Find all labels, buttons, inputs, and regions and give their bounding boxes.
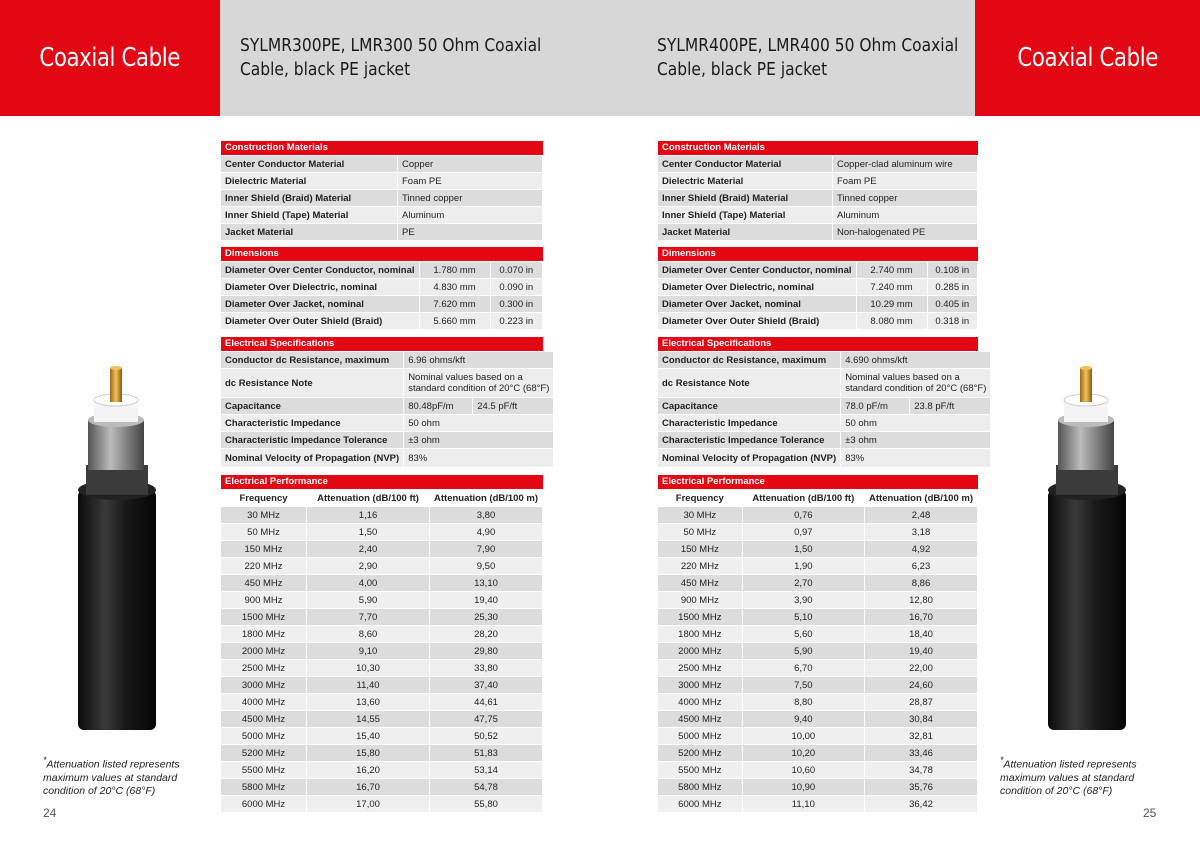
left-performance-title: Electrical Performance xyxy=(221,475,543,489)
cell-att-ft: 5,90 xyxy=(742,643,864,660)
cell-att-m: 13,10 xyxy=(430,575,543,592)
cell-att-m: 8,86 xyxy=(865,575,978,592)
table-row xyxy=(221,262,543,279)
cell-att-m: 32,81 xyxy=(865,728,978,745)
cell-value: ±3 ohm xyxy=(404,432,554,449)
cell-label: Center Conductor Material xyxy=(221,156,398,173)
cell-frequency: 5200 MHz xyxy=(658,745,742,762)
table-row xyxy=(658,626,978,643)
cell-frequency: 30 MHz xyxy=(221,507,307,524)
cell-value: 4.690 ohms/kft xyxy=(841,352,991,369)
cell-att-ft: 6,70 xyxy=(742,660,864,677)
cell-att-ft: 0,76 xyxy=(742,507,864,524)
cell-label: Characteristic Impedance xyxy=(658,415,841,432)
cell-frequency: 220 MHz xyxy=(221,558,307,575)
table-row xyxy=(658,541,978,558)
cell-value: ±3 ohm xyxy=(841,432,991,449)
note-line2: standard condition of 20°C (68°F) xyxy=(408,383,550,394)
table-row xyxy=(221,626,543,643)
cell-label: Diameter Over Jacket, nominal xyxy=(221,296,419,313)
cell-att-ft: 7,70 xyxy=(307,609,430,626)
cell-frequency: 30 MHz xyxy=(658,507,742,524)
cell-frequency: 2000 MHz xyxy=(658,643,742,660)
cell-frequency: 6000 MHz xyxy=(658,796,742,813)
right-dimensions-table xyxy=(658,262,978,330)
cell-att-m: 36,42 xyxy=(865,796,978,813)
cell-att-ft: 10,30 xyxy=(307,660,430,677)
cell-att-ft: 10,00 xyxy=(742,728,864,745)
cell-label: Dielectric Material xyxy=(221,173,398,190)
cell-label: Dielectric Material xyxy=(658,173,833,190)
left-cable-image xyxy=(60,360,170,740)
cell-frequency: 2500 MHz xyxy=(658,660,742,677)
cell-att-ft: 7,50 xyxy=(742,677,864,694)
cell-att-m: 54,78 xyxy=(430,779,543,796)
cell-att-m: 29,80 xyxy=(430,643,543,660)
cell-att-ft: 2,40 xyxy=(307,541,430,558)
cell-att-ft: 5,90 xyxy=(307,592,430,609)
cell-frequency: 1500 MHz xyxy=(221,609,307,626)
table-row xyxy=(221,796,543,813)
right-page-number: 25 xyxy=(1143,806,1157,820)
table-row xyxy=(658,779,978,796)
cell-label: dc Resistance Note xyxy=(221,369,404,398)
footnote-line3: condition of 20°C (68°F) xyxy=(43,784,156,797)
left-performance-table xyxy=(221,490,543,813)
cell-label: Characteristic Impedance Tolerance xyxy=(658,432,841,449)
cell-in: 0.070 in xyxy=(490,262,542,279)
cell-label: Conductor dc Resistance, maximum xyxy=(658,352,841,369)
left-construction-title: Construction Materials xyxy=(221,141,543,155)
left-title-line1: SYLMR300PE, LMR300 50 Ohm Coaxial xyxy=(240,35,542,56)
cell-label: Nominal Velocity of Propagation (NVP) xyxy=(658,449,841,468)
cell-att-ft: 14,55 xyxy=(307,711,430,728)
table-row xyxy=(658,643,978,660)
cell-att-ft: 16,20 xyxy=(307,762,430,779)
note-line1: Nominal values based on a xyxy=(845,372,960,383)
note-line2: standard condition of 20°C (68°F) xyxy=(845,383,987,394)
cell-att-ft: 5,10 xyxy=(742,609,864,626)
cell-frequency: 450 MHz xyxy=(221,575,307,592)
cell-att-ft: 3,90 xyxy=(742,592,864,609)
left-category-title: Coaxial Cable xyxy=(39,43,181,73)
table-row xyxy=(658,224,978,241)
table-row xyxy=(658,694,978,711)
left-dimensions-table xyxy=(221,262,543,330)
cell-value: Non-halogenated PE xyxy=(833,224,978,241)
right-electrical-table xyxy=(658,352,991,468)
table-row xyxy=(221,558,543,575)
cell-att-m: 30,84 xyxy=(865,711,978,728)
cell-att-ft: 11,40 xyxy=(307,677,430,694)
cell-att-ft: 9,40 xyxy=(742,711,864,728)
cell-mm: 7.240 mm xyxy=(856,279,927,296)
cell-value: 80.48pF/m xyxy=(404,398,473,415)
cell-in: 0.300 in xyxy=(490,296,542,313)
cell-in: 0.223 in xyxy=(490,313,542,330)
left-footnote xyxy=(43,754,180,798)
table-row xyxy=(221,711,543,728)
cell-mm: 1.780 mm xyxy=(419,262,490,279)
cell-label: Capacitance xyxy=(221,398,404,415)
table-row xyxy=(658,796,978,813)
table-row xyxy=(658,507,978,524)
cell-value: 50 ohm xyxy=(841,415,991,432)
cell-frequency: 5000 MHz xyxy=(221,728,307,745)
table-row xyxy=(658,190,978,207)
cell-value: Tinned copper xyxy=(398,190,543,207)
cell-att-m: 22,00 xyxy=(865,660,978,677)
cell-in: 0.285 in xyxy=(927,279,977,296)
right-cable-image xyxy=(1030,360,1140,740)
table-row xyxy=(221,609,543,626)
note-line1: Nominal values based on a xyxy=(408,372,523,383)
cell-att-m: 25,30 xyxy=(430,609,543,626)
cell-att-ft: 2,90 xyxy=(307,558,430,575)
table-row xyxy=(221,432,554,449)
cell-frequency: 4000 MHz xyxy=(221,694,307,711)
cell-att-m: 16,70 xyxy=(865,609,978,626)
cell-att-m: 55,80 xyxy=(430,796,543,813)
table-row xyxy=(221,224,543,241)
table-row xyxy=(658,677,978,694)
table-row xyxy=(658,728,978,745)
left-product-title xyxy=(240,34,541,82)
table-row xyxy=(221,190,543,207)
right-category-banner xyxy=(975,0,1200,116)
cell-value: Aluminum xyxy=(398,207,543,224)
table-row xyxy=(221,279,543,296)
table-row xyxy=(658,207,978,224)
table-row xyxy=(221,762,543,779)
header-frequency: Frequency xyxy=(658,490,742,507)
right-electrical-title: Electrical Specifications xyxy=(658,337,978,351)
cell-label: Diameter Over Dielectric, nominal xyxy=(221,279,419,296)
cell-att-ft: 1,50 xyxy=(307,524,430,541)
cell-mm: 8.080 mm xyxy=(856,313,927,330)
cell-att-m: 37,40 xyxy=(430,677,543,694)
cell-mm: 4.830 mm xyxy=(419,279,490,296)
cell-value: Foam PE xyxy=(833,173,978,190)
cell-frequency: 3000 MHz xyxy=(658,677,742,694)
right-title-line1: SYLMR400PE, LMR400 50 Ohm Coaxial xyxy=(657,35,959,56)
cell-att-m: 3,18 xyxy=(865,524,978,541)
cell-label: Inner Shield (Tape) Material xyxy=(221,207,398,224)
cell-att-m: 44,61 xyxy=(430,694,543,711)
cell-label: Characteristic Impedance xyxy=(221,415,404,432)
cell-att-m: 3,80 xyxy=(430,507,543,524)
table-row xyxy=(221,677,543,694)
cell-value: Tinned copper xyxy=(833,190,978,207)
cell-att-m: 51,83 xyxy=(430,745,543,762)
table-row xyxy=(658,156,978,173)
cell-att-m: 34,78 xyxy=(865,762,978,779)
cell-label: Diameter Over Center Conductor, nominal xyxy=(658,262,856,279)
table-row xyxy=(221,313,543,330)
cell-att-m: 50,52 xyxy=(430,728,543,745)
cell-att-ft: 10,90 xyxy=(742,779,864,796)
table-row xyxy=(658,369,991,398)
cell-frequency: 4500 MHz xyxy=(221,711,307,728)
cell-label: Diameter Over Outer Shield (Braid) xyxy=(658,313,856,330)
cell-frequency: 5200 MHz xyxy=(221,745,307,762)
right-performance-table xyxy=(658,490,978,813)
table-row xyxy=(221,173,543,190)
table-row xyxy=(658,575,978,592)
cell-frequency: 900 MHz xyxy=(658,592,742,609)
cell-value: Copper-clad aluminum wire xyxy=(833,156,978,173)
cell-value: 50 ohm xyxy=(404,415,554,432)
table-row xyxy=(221,694,543,711)
cell-att-ft: 4,00 xyxy=(307,575,430,592)
right-product-title xyxy=(657,34,958,82)
footnote-line3: condition of 20°C (68°F) xyxy=(1000,784,1113,797)
right-dimensions-title: Dimensions xyxy=(658,247,978,261)
cell-att-ft: 0,97 xyxy=(742,524,864,541)
header-att-m: Attenuation (dB/100 m) xyxy=(865,490,978,507)
table-row xyxy=(658,745,978,762)
footnote-line2: maximum values at standard xyxy=(43,771,178,784)
table-row xyxy=(221,728,543,745)
table-header-row xyxy=(221,490,543,507)
header-frequency: Frequency xyxy=(221,490,307,507)
cell-att-ft: 13,60 xyxy=(307,694,430,711)
cell-att-m: 28,20 xyxy=(430,626,543,643)
right-footnote xyxy=(1000,754,1137,798)
cell-att-m: 6,23 xyxy=(865,558,978,575)
cell-att-ft: 9,10 xyxy=(307,643,430,660)
header-att-ft: Attenuation (dB/100 ft) xyxy=(742,490,864,507)
cell-in: 0.090 in xyxy=(490,279,542,296)
cell-value: Aluminum xyxy=(833,207,978,224)
table-row xyxy=(221,660,543,677)
cell-att-ft: 17,00 xyxy=(307,796,430,813)
right-category-title: Coaxial Cable xyxy=(1017,43,1158,73)
cell-att-m: 35,76 xyxy=(865,779,978,796)
header-att-m: Attenuation (dB/100 m) xyxy=(430,490,543,507)
table-row xyxy=(658,609,978,626)
right-construction-table xyxy=(658,156,978,241)
left-electrical-title: Electrical Specifications xyxy=(221,337,543,351)
header-att-ft: Attenuation (dB/100 ft) xyxy=(307,490,430,507)
cell-att-m: 12,80 xyxy=(865,592,978,609)
left-construction-table xyxy=(221,156,543,241)
table-row xyxy=(221,398,554,415)
cell-frequency: 5500 MHz xyxy=(221,762,307,779)
table-row xyxy=(658,279,978,296)
cell-att-m: 28,87 xyxy=(865,694,978,711)
cell-value: PE xyxy=(398,224,543,241)
cell-att-ft: 2,70 xyxy=(742,575,864,592)
cell-frequency: 6000 MHz xyxy=(221,796,307,813)
cell-frequency: 2000 MHz xyxy=(221,643,307,660)
cell-frequency: 220 MHz xyxy=(658,558,742,575)
cell-mm: 10.29 mm xyxy=(856,296,927,313)
cell-att-m: 24,60 xyxy=(865,677,978,694)
table-row xyxy=(221,779,543,796)
cell-frequency: 5500 MHz xyxy=(658,762,742,779)
cell-value: 78.0 pF/m xyxy=(841,398,910,415)
cell-frequency: 4000 MHz xyxy=(658,694,742,711)
footnote-mark: * xyxy=(43,755,47,765)
cell-mm: 7.620 mm xyxy=(419,296,490,313)
cell-frequency: 4500 MHz xyxy=(658,711,742,728)
cell-label: Capacitance xyxy=(658,398,841,415)
cell-value xyxy=(404,369,554,398)
table-row xyxy=(658,711,978,728)
left-title-line2: Cable, black PE jacket xyxy=(240,59,411,80)
left-dimensions-title: Dimensions xyxy=(221,247,543,261)
cell-value xyxy=(841,369,991,398)
cell-frequency: 900 MHz xyxy=(221,592,307,609)
cell-att-m: 7,90 xyxy=(430,541,543,558)
cell-in: 0.318 in xyxy=(927,313,977,330)
table-row xyxy=(658,296,978,313)
cell-frequency: 2500 MHz xyxy=(221,660,307,677)
cell-frequency: 1500 MHz xyxy=(658,609,742,626)
table-row xyxy=(658,660,978,677)
left-electrical-table xyxy=(221,352,554,468)
cell-att-m: 53,14 xyxy=(430,762,543,779)
cell-label: Jacket Material xyxy=(658,224,833,241)
cell-frequency: 450 MHz xyxy=(658,575,742,592)
cell-frequency: 50 MHz xyxy=(658,524,742,541)
cell-label: Nominal Velocity of Propagation (NVP) xyxy=(221,449,404,468)
cell-att-ft: 10,20 xyxy=(742,745,864,762)
cell-att-m: 2,48 xyxy=(865,507,978,524)
cell-label: Diameter Over Center Conductor, nominal xyxy=(221,262,419,279)
cell-label: Inner Shield (Braid) Material xyxy=(658,190,833,207)
table-row xyxy=(658,524,978,541)
cell-frequency: 150 MHz xyxy=(658,541,742,558)
cell-mm: 5.660 mm xyxy=(419,313,490,330)
cell-mm: 2.740 mm xyxy=(856,262,927,279)
cell-att-m: 9,50 xyxy=(430,558,543,575)
cell-att-m: 33,80 xyxy=(430,660,543,677)
cell-att-ft: 11,10 xyxy=(742,796,864,813)
footnote-line1: Attenuation listed represents xyxy=(1003,758,1137,771)
cell-value: Foam PE xyxy=(398,173,543,190)
cell-label: Diameter Over Outer Shield (Braid) xyxy=(221,313,419,330)
cell-att-ft: 1,50 xyxy=(742,541,864,558)
table-row xyxy=(658,415,991,432)
table-row xyxy=(221,156,543,173)
cell-frequency: 50 MHz xyxy=(221,524,307,541)
cell-frequency: 5000 MHz xyxy=(658,728,742,745)
right-performance-title: Electrical Performance xyxy=(658,475,978,489)
cell-label: Inner Shield (Tape) Material xyxy=(658,207,833,224)
cell-value: 83% xyxy=(841,449,991,468)
table-row xyxy=(658,173,978,190)
cell-frequency: 1800 MHz xyxy=(658,626,742,643)
cell-att-ft: 15,40 xyxy=(307,728,430,745)
table-row xyxy=(658,398,991,415)
table-header-row xyxy=(658,490,978,507)
table-row xyxy=(221,592,543,609)
table-row xyxy=(658,432,991,449)
cell-label: Diameter Over Jacket, nominal xyxy=(658,296,856,313)
table-row xyxy=(221,507,543,524)
table-row xyxy=(221,207,543,224)
cell-att-ft: 16,70 xyxy=(307,779,430,796)
table-row xyxy=(221,352,554,369)
cell-frequency: 5800 MHz xyxy=(658,779,742,796)
cell-att-m: 4,92 xyxy=(865,541,978,558)
cell-value: Copper xyxy=(398,156,543,173)
table-row xyxy=(658,352,991,369)
footnote-mark: * xyxy=(1000,755,1004,765)
cell-frequency: 1800 MHz xyxy=(221,626,307,643)
left-page-number: 24 xyxy=(43,806,57,820)
table-row xyxy=(221,449,554,468)
cell-att-ft: 8,80 xyxy=(742,694,864,711)
table-row xyxy=(221,524,543,541)
cell-label: Conductor dc Resistance, maximum xyxy=(221,352,404,369)
cell-label: Diameter Over Dielectric, nominal xyxy=(658,279,856,296)
cell-value: 23.8 pF/ft xyxy=(910,398,991,415)
cell-label: Inner Shield (Braid) Material xyxy=(221,190,398,207)
table-row xyxy=(221,369,554,398)
cell-att-ft: 5,60 xyxy=(742,626,864,643)
cell-att-ft: 1,90 xyxy=(742,558,864,575)
cell-label: dc Resistance Note xyxy=(658,369,841,398)
cell-in: 0.405 in xyxy=(927,296,977,313)
left-category-banner xyxy=(0,0,220,116)
cell-att-m: 33,46 xyxy=(865,745,978,762)
table-row xyxy=(658,592,978,609)
cell-frequency: 150 MHz xyxy=(221,541,307,558)
table-row xyxy=(658,558,978,575)
right-title-line2: Cable, black PE jacket xyxy=(657,59,828,80)
cell-att-ft: 8,60 xyxy=(307,626,430,643)
table-row xyxy=(658,313,978,330)
table-row xyxy=(221,643,543,660)
table-row xyxy=(221,575,543,592)
footnote-line1: Attenuation listed represents xyxy=(46,758,180,771)
table-row xyxy=(658,262,978,279)
cell-value: 24.5 pF/ft xyxy=(473,398,554,415)
cell-att-ft: 1,16 xyxy=(307,507,430,524)
table-row xyxy=(658,762,978,779)
cell-att-m: 47,75 xyxy=(430,711,543,728)
cell-frequency: 3000 MHz xyxy=(221,677,307,694)
table-row xyxy=(221,415,554,432)
cell-value: 6.96 ohms/kft xyxy=(404,352,554,369)
table-row xyxy=(221,296,543,313)
cell-in: 0.108 in xyxy=(927,262,977,279)
cell-label: Characteristic Impedance Tolerance xyxy=(221,432,404,449)
cell-att-m: 18,40 xyxy=(865,626,978,643)
table-row xyxy=(221,541,543,558)
footnote-line2: maximum values at standard xyxy=(1000,771,1135,784)
cell-att-ft: 15,80 xyxy=(307,745,430,762)
table-row xyxy=(658,449,991,468)
cell-att-m: 4,90 xyxy=(430,524,543,541)
right-construction-title: Construction Materials xyxy=(658,141,978,155)
cell-att-ft: 10,60 xyxy=(742,762,864,779)
cell-label: Center Conductor Material xyxy=(658,156,833,173)
table-row xyxy=(221,745,543,762)
cell-frequency: 5800 MHz xyxy=(221,779,307,796)
cell-value: 83% xyxy=(404,449,554,468)
cell-label: Jacket Material xyxy=(221,224,398,241)
cell-att-m: 19,40 xyxy=(430,592,543,609)
cell-att-m: 19,40 xyxy=(865,643,978,660)
